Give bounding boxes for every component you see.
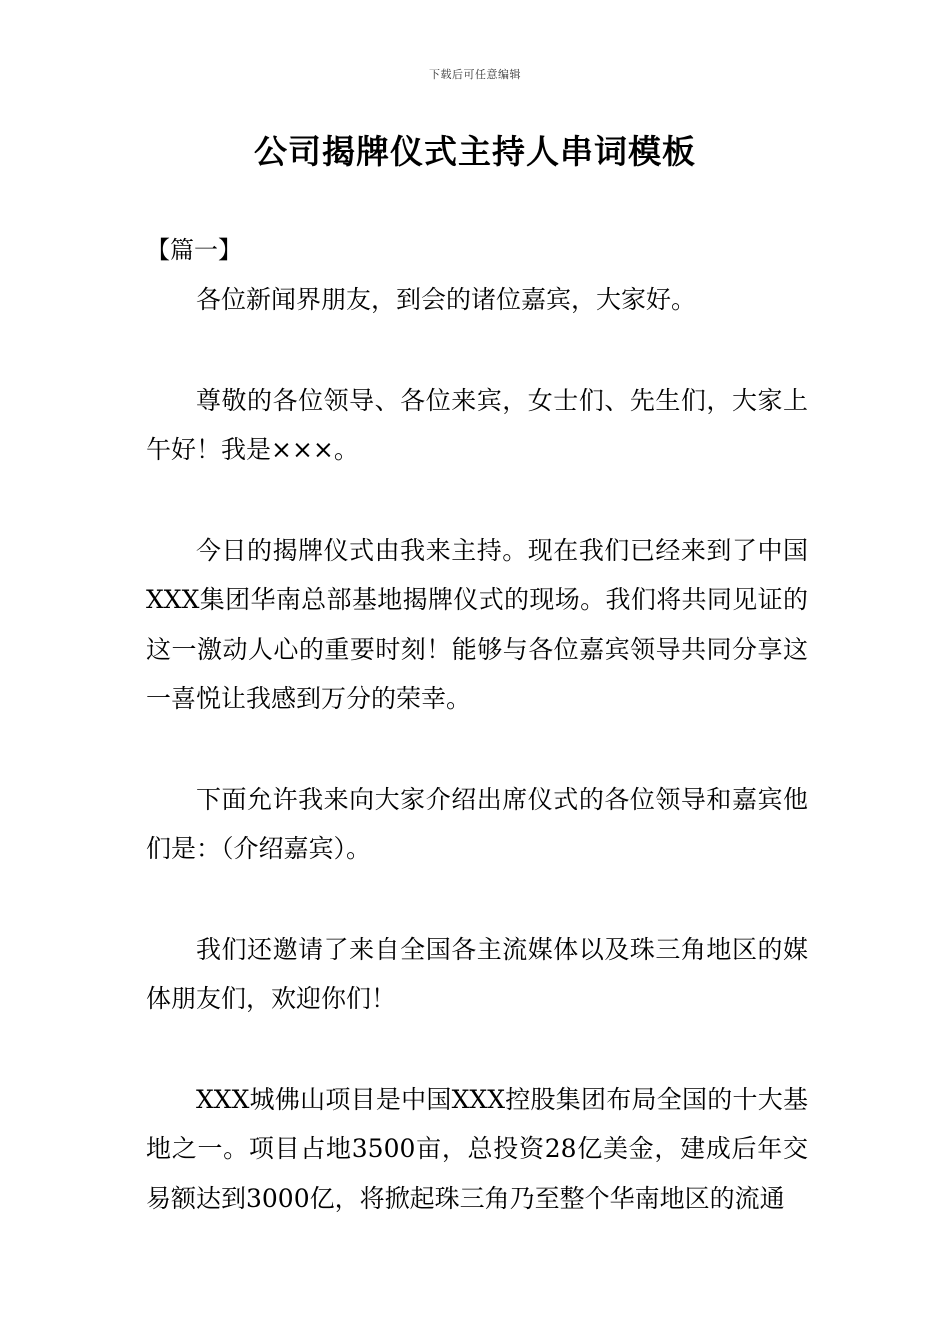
- paragraph: 我们还邀请了来自全国各主流媒体以及珠三角地区的媒体朋友们，欢迎你们！: [146, 934, 808, 1013]
- paragraph: 尊敬的各位领导、各位来宾，女士们、先生们，大家上午好！我是×××。: [146, 385, 808, 464]
- page-header-note: 下载后可任意编辑: [429, 68, 521, 81]
- paragraph: 下面允许我来向大家介绍出席仪式的各位领导和嘉宾他们是：（介绍嘉宾）。: [146, 784, 808, 863]
- document-body: [146, 275, 808, 1274]
- paragraph: 今日的揭牌仪式由我来主持。现在我们已经来到了中国XXX集团华南总部基地揭牌仪式的现场。我们将共同见证的这一激动人心的重要时刻！能够与各位嘉宾领导共同分享这一喜悦让我感到万分的荣幸。: [146, 535, 808, 713]
- paragraph: 各位新闻界朋友，到会的诸位嘉宾，大家好。: [196, 285, 697, 314]
- paragraph: XXX城佛山项目是中国XXX控股集团布局全国的十大基地之一。项目占地3500亩，总投资28亿美金，建成后年交易额达到3000亿，将掀起珠三角乃至整个华南地区的流通: [146, 1084, 808, 1213]
- section-label: 【篇一】: [146, 236, 242, 264]
- document-title: 公司揭牌仪式主持人串词模板: [254, 132, 696, 171]
